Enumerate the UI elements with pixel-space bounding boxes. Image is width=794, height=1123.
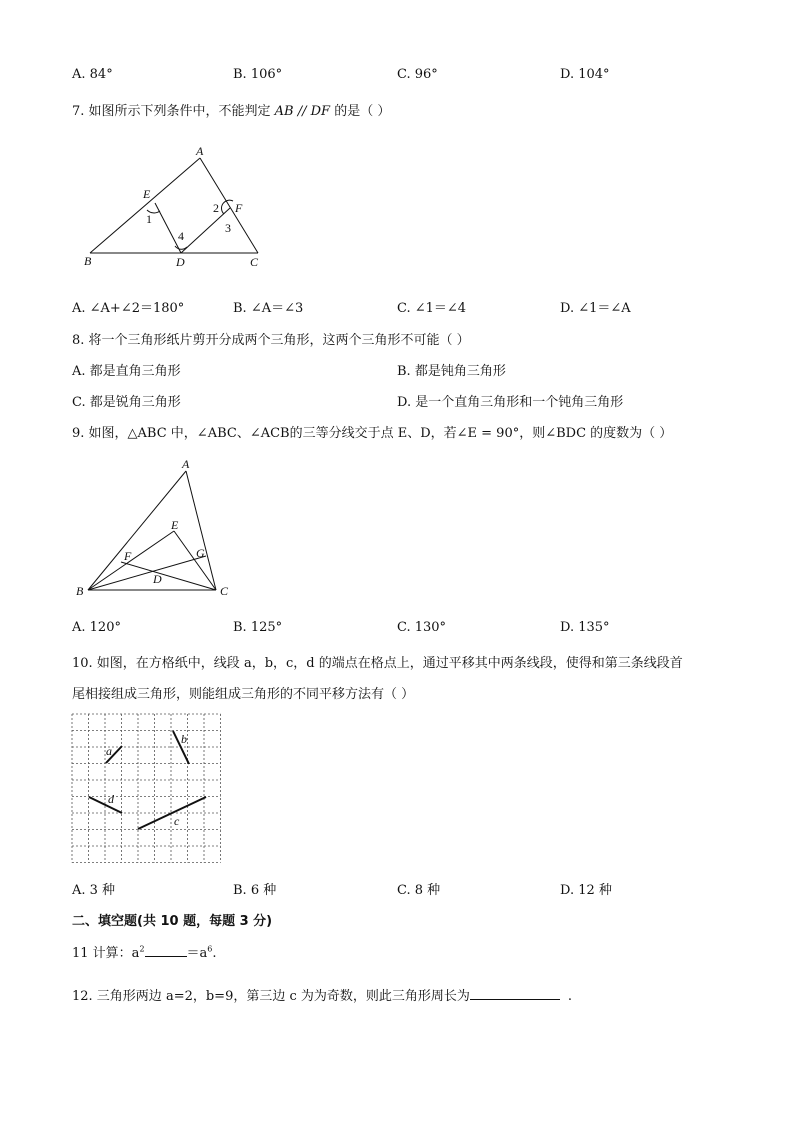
q10-grid-lines: [72, 714, 221, 863]
q12-answer-blank[interactable]: [470, 987, 560, 1000]
q7-label-d: D: [176, 255, 185, 269]
q11-suffix: .: [212, 946, 217, 961]
q10-label-d: d: [108, 792, 114, 806]
q12-end: .: [567, 989, 573, 1004]
q9-label-f: F: [124, 549, 132, 563]
q10-option-a: A. 3 种: [72, 883, 116, 898]
q11-exponent-2: 6: [207, 944, 213, 954]
q7-option-d: D. ∠1＝∠A: [560, 301, 631, 316]
q9-option-a: A. 120°: [72, 620, 121, 635]
q7-label-1: 1: [146, 212, 152, 226]
q8-stem: 8. 将一个三角形纸片剪开分成两个三角形，这两个三角形不可能（ ）: [72, 333, 470, 348]
q9-option-b: B. 125°: [233, 620, 283, 635]
q7-label-4: 4: [178, 229, 184, 243]
q12-stem: [72, 985, 572, 1004]
q7-label-c: C: [250, 255, 259, 269]
q6-option-c: C. 96°: [397, 67, 438, 82]
q9-label-a: A: [182, 457, 190, 471]
q7-label-e: E: [143, 187, 151, 201]
q7-label-f: F: [235, 201, 243, 215]
q7-stem-math: AB // DF: [274, 104, 331, 119]
q6-option-d: D. 104°: [560, 67, 610, 82]
q7-label-2: 2: [213, 201, 219, 215]
q10-label-b: b: [181, 732, 187, 746]
q7-label-a: A: [196, 144, 204, 158]
q10-option-b: B. 6 种: [233, 883, 277, 898]
q11-exponent-1: 2: [139, 944, 145, 954]
q7-option-c: C. ∠1＝∠4: [397, 301, 467, 316]
q8-option-c: C. 都是锐角三角形: [72, 395, 181, 410]
q9-option-c: C. 130°: [397, 620, 447, 635]
q7-stem-suffix: 的是（ ）: [330, 104, 391, 119]
q10-option-d: D. 12 种: [560, 883, 612, 898]
q9-label-e: E: [171, 518, 179, 532]
q10-option-c: C. 8 种: [397, 883, 441, 898]
q9-label-c: C: [220, 584, 229, 598]
q12-text: 12. 三角形两边 a=2，b=9，第三边 c 为为奇数，则此三角形周长为: [72, 989, 470, 1004]
q6-option-b: B. 106°: [233, 67, 283, 82]
q6-option-a: A. 84°: [72, 67, 113, 82]
q11-prefix: 11 计算：a: [72, 946, 140, 961]
q10-stem-line1: 10. 如图，在方格纸中，线段 a，b，c，d 的端点在格点上，通过平移其中两条线段，使得和第三条线段首: [72, 656, 683, 671]
q9-label-g: G: [196, 546, 205, 560]
q7-option-b: B. ∠A＝∠3: [233, 301, 304, 316]
q7-label-b: B: [84, 254, 92, 268]
q8-option-b: B. 都是钝角三角形: [397, 364, 506, 379]
q8-option-a: A. 都是直角三角形: [72, 364, 181, 379]
q10-label-c: c: [174, 814, 180, 828]
q9-label-d: D: [153, 572, 162, 586]
q10-label-a: a: [106, 744, 112, 758]
q10-stem-line2: 尾相接组成三角形，则能组成三角形的不同平移方法有（ ）: [72, 687, 415, 702]
q7-option-a: A. ∠A+∠2＝180°: [72, 301, 185, 316]
q11-middle: ＝a: [186, 946, 208, 961]
q11-stem: [72, 942, 217, 961]
q7-label-3: 3: [225, 221, 231, 235]
section-fill-in-heading: 二、填空题(共 10 题，每题 3 分): [72, 914, 273, 929]
q8-option-d: D. 是一个直角三角形和一个钝角三角形: [397, 395, 624, 410]
q9-label-b: B: [76, 584, 84, 598]
q7-stem-prefix: 7. 如图所示下列条件中，不能判定: [72, 104, 275, 119]
q9-stem: 9. 如图，△ABC 中，∠ABC、∠ACB的三等分线交于点 E、D，若∠E = 90°，则∠BDC 的度数为（ ）: [72, 426, 673, 441]
q10-segment-d: [89, 797, 122, 813]
q11-answer-blank[interactable]: [145, 944, 187, 957]
q9-option-d: D. 135°: [560, 620, 610, 635]
